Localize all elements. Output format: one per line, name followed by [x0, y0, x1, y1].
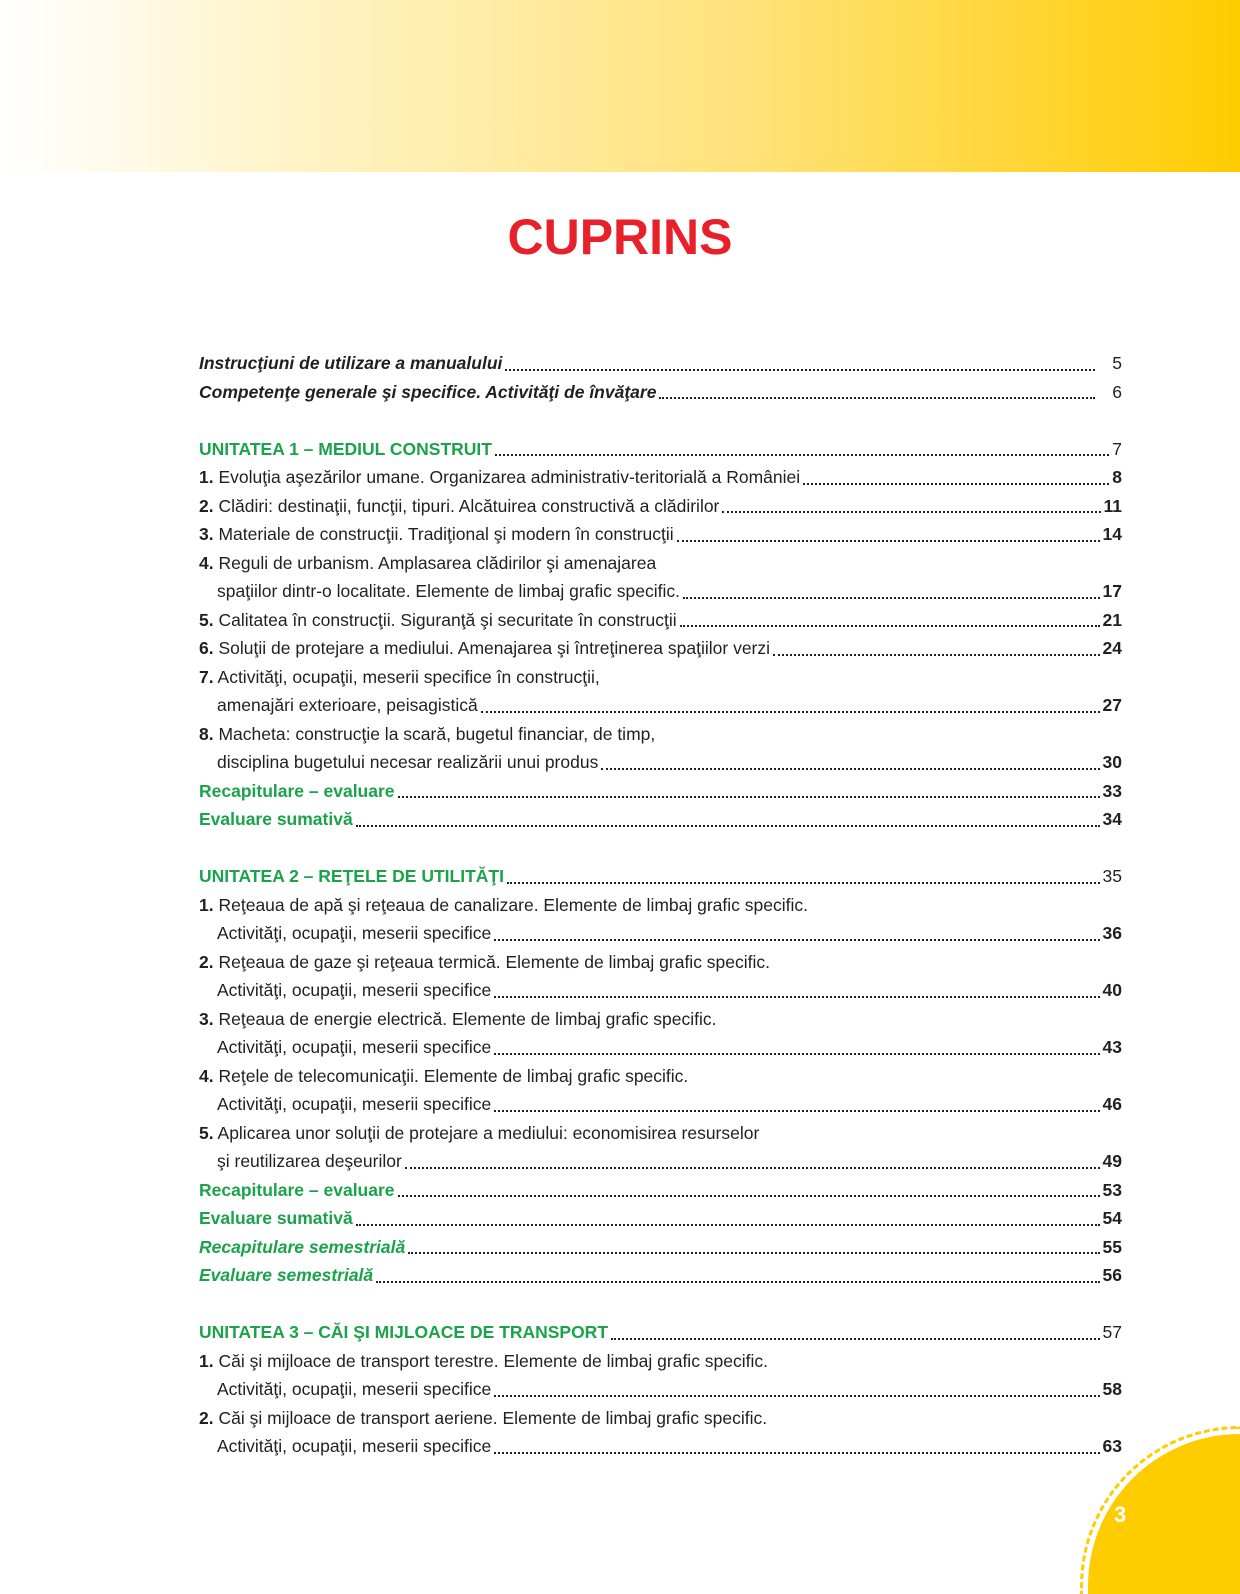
toc-entry[interactable]	[199, 520, 1122, 549]
toc-entry[interactable]	[199, 1119, 1122, 1148]
toc-entry-title	[199, 520, 674, 549]
toc-entry-page: 30	[1102, 752, 1122, 772]
toc-entry-number: 5.	[199, 1122, 214, 1143]
dot-leader	[398, 796, 1100, 798]
toc-entry-continuation[interactable]	[199, 976, 1122, 1005]
toc-entry-number: 1.	[199, 467, 214, 487]
toc-entry-continuation[interactable]	[199, 748, 1122, 777]
dot-leader	[505, 369, 1095, 371]
dot-leader	[611, 1338, 1100, 1340]
toc-entry-text: Evoluţia aşezărilor umane. Organizarea administrativ-teritorială a României	[218, 467, 801, 487]
toc-entry-number: 1.	[199, 1350, 214, 1371]
toc-entry-title	[199, 1176, 395, 1205]
toc-entry[interactable]	[199, 862, 1122, 891]
toc-entry-title	[199, 1233, 405, 1262]
toc-entry-number: 2.	[199, 1407, 214, 1428]
toc-entry-continuation[interactable]	[199, 577, 1122, 606]
toc-entry-title	[199, 1062, 688, 1091]
toc-entry-title	[199, 435, 492, 464]
toc-entry-title	[199, 1119, 759, 1148]
toc-entry-text: Reţeaua de apă şi reţeaua de canalizare. Elemente de limbaj grafic specific.	[218, 894, 808, 915]
dot-leader	[494, 996, 1099, 998]
toc-entry-page: 56	[1102, 1265, 1122, 1285]
toc-entry-text: Evaluare semestrială	[199, 1265, 374, 1285]
dot-leader	[398, 1195, 1100, 1197]
dot-leader	[494, 1395, 1099, 1397]
dot-leader	[722, 511, 1100, 513]
toc-entry-text-line2: disciplina bugetului necesar realizării unui produs	[217, 752, 599, 772]
toc-entry[interactable]	[199, 1062, 1122, 1091]
toc-entry[interactable]	[199, 378, 1122, 407]
toc-entry[interactable]	[199, 492, 1122, 521]
section-spacer	[199, 1290, 1122, 1319]
toc-entry-number: 4.	[199, 1065, 214, 1086]
toc-entry-page: 24	[1102, 638, 1122, 658]
toc-entry-text: UNITATEA 2 – REŢELE DE UTILITĂŢI	[199, 866, 504, 886]
toc-entry-text: Căi şi mijloace de transport terestre. Elemente de limbaj grafic specific.	[218, 1350, 769, 1371]
section-spacer	[199, 406, 1122, 435]
toc-entry[interactable]	[199, 634, 1122, 663]
toc-entry-text-line2: Activităţi, ocupaţii, meserii specifice	[217, 1094, 492, 1114]
toc-entry-text-line2: spaţiilor dintr-o localitate. Elemente de limbaj grafic specific.	[217, 581, 680, 601]
toc-entry-text-line2: Activităţi, ocupaţii, meserii specifice	[217, 1037, 492, 1057]
toc-entry-title	[199, 663, 600, 692]
dot-leader	[494, 1110, 1099, 1112]
toc-entry-text: Clădiri: destinaţii, funcţii, tipuri. Alcătuirea constructivă a clădirilor	[218, 495, 720, 516]
toc-entry-title	[199, 1318, 608, 1347]
dot-leader	[494, 939, 1099, 941]
toc-entry[interactable]	[199, 1261, 1122, 1290]
toc-entry-number: 4.	[199, 552, 214, 573]
dot-leader	[495, 454, 1109, 456]
toc-entry-title	[199, 463, 800, 492]
toc-entry-text: Reţele de telecomunicaţii. Elemente de limbaj grafic specific.	[218, 1065, 689, 1086]
dot-leader	[683, 597, 1100, 599]
toc-entry-title	[199, 720, 655, 749]
toc-entry-number: 7.	[199, 666, 214, 687]
toc-entry-continuation[interactable]	[199, 1432, 1122, 1461]
toc-entry[interactable]	[199, 891, 1122, 920]
toc-entry-page: 40	[1102, 980, 1122, 1000]
dot-leader	[405, 1167, 1100, 1169]
toc-entry-page: 11	[1103, 495, 1122, 516]
toc-entry-title	[199, 606, 677, 635]
toc-entry-page: 63	[1102, 1436, 1122, 1456]
toc-entry-text: Calitatea în construcţii. Siguranţă şi securitate în construcţii	[218, 609, 677, 630]
dot-leader	[677, 540, 1100, 542]
toc-entry-page: 55	[1102, 1236, 1122, 1257]
toc-entry-number: 2.	[199, 951, 214, 972]
toc-entry-text: Recapitulare semestrială	[199, 1236, 406, 1257]
toc-entry[interactable]	[199, 805, 1122, 834]
toc-entry-number: 8.	[199, 723, 214, 744]
dot-leader	[408, 1252, 1099, 1254]
toc-entry-title	[199, 1261, 373, 1290]
toc-entry-title	[199, 1347, 768, 1376]
toc-entry-text: Competenţe generale şi specifice. Activităţi de învăţare	[199, 381, 657, 402]
toc-entry-text: Soluţii de protejare a mediului. Amenajarea şi întreţinerea spaţiilor verzi	[218, 638, 771, 658]
toc-entry-title	[199, 349, 502, 378]
toc-entry-text-line2: Activităţi, ocupaţii, meserii specifice	[217, 980, 492, 1000]
toc-entry-title	[199, 1404, 767, 1433]
dot-leader	[680, 625, 1100, 627]
toc-entry-page: 49	[1102, 1151, 1122, 1171]
toc-entry-text: UNITATEA 3 – CĂI ŞI MIJLOACE DE TRANSPORT	[199, 1322, 609, 1342]
toc-entry[interactable]	[199, 463, 1122, 492]
dot-leader	[507, 882, 1100, 884]
toc-entry-number: 6.	[199, 638, 214, 658]
toc-entry-page: 6	[1112, 381, 1122, 402]
toc-entry-text: Materiale de construcţii. Tradiţional şi modern în construcţii	[218, 524, 674, 544]
toc-entry-text: Aplicarea unor soluţii de protejare a mediului: economisirea resurselor	[217, 1122, 760, 1143]
toc-entry-text: Macheta: construcţie la scară, bugetul financiar, de timp,	[218, 723, 656, 744]
toc-entry-text-line2: Activităţi, ocupaţii, meserii specifice	[217, 923, 492, 943]
toc-entry-page: 57	[1102, 1322, 1122, 1342]
toc-entry-title	[199, 634, 770, 663]
toc-entry[interactable]	[199, 948, 1122, 977]
dot-leader	[494, 1053, 1099, 1055]
toc-entry-page: 33	[1102, 780, 1122, 801]
toc-entry[interactable]	[199, 1404, 1122, 1433]
toc-entry-title	[199, 1204, 353, 1233]
toc-entry-continuation[interactable]	[199, 1033, 1122, 1062]
dot-leader	[803, 483, 1109, 485]
toc-entry-title	[199, 378, 656, 407]
toc-entry-number: 1.	[199, 894, 214, 915]
toc-entry-text: Recapitulare – evaluare	[199, 780, 395, 801]
toc-entry-page: 34	[1102, 809, 1122, 829]
toc-entry[interactable]	[199, 777, 1122, 806]
toc-entry-text-line2: şi reutilizarea deşeurilor	[217, 1151, 402, 1171]
dot-leader	[659, 397, 1095, 399]
toc-entry-text-line2: Activităţi, ocupaţii, meserii specifice	[217, 1436, 492, 1456]
toc-entry-continuation[interactable]	[199, 919, 1122, 948]
toc-entry[interactable]	[199, 549, 1122, 578]
toc-entry-continuation[interactable]	[199, 1090, 1122, 1119]
dot-leader	[773, 654, 1100, 656]
toc-entry-text: Reţeaua de gaze şi reţeaua termică. Elemente de limbaj grafic specific.	[218, 951, 771, 972]
toc-entry-title	[199, 1005, 717, 1034]
toc-entry-text: Activităţi, ocupaţii, meserii specifice în construcţii,	[217, 666, 600, 687]
toc-entry-page: 35	[1102, 866, 1122, 886]
dot-leader	[356, 825, 1100, 827]
page-number: 3	[1114, 1502, 1127, 1527]
toc-entry-continuation[interactable]	[199, 1147, 1122, 1176]
toc-entry-text-line2: Activităţi, ocupaţii, meserii specifice	[217, 1379, 492, 1399]
toc-entry-text: Căi şi mijloace de transport aeriene. Elemente de limbaj grafic specific.	[218, 1407, 768, 1428]
toc-entry-page: 54	[1102, 1208, 1122, 1228]
toc-entry[interactable]	[199, 606, 1122, 635]
header-gradient-band	[0, 0, 1240, 172]
toc-entry-page: 27	[1102, 695, 1122, 715]
page-title: CUPRINS	[507, 209, 733, 265]
toc-entry-page: 17	[1102, 581, 1122, 601]
toc-entry-page: 58	[1102, 1379, 1122, 1399]
toc-entry-title	[199, 891, 808, 920]
toc-entry-page: 43	[1102, 1037, 1122, 1057]
toc-entry-text: Reguli de urbanism. Amplasarea clădirilor şi amenajarea	[218, 552, 657, 573]
toc-entry-page: 5	[1112, 353, 1122, 373]
toc-entry-page: 53	[1102, 1179, 1122, 1200]
toc-entry-continuation[interactable]	[199, 691, 1122, 720]
section-spacer	[199, 834, 1122, 863]
toc-entry[interactable]	[199, 349, 1122, 378]
toc-entry-text: UNITATEA 1 – MEDIUL CONSTRUIT	[199, 438, 492, 459]
toc-entry-title	[199, 549, 656, 578]
toc-entry-text-line2: amenajări exterioare, peisagistică	[217, 695, 478, 715]
toc-entry-page: 46	[1102, 1094, 1122, 1114]
dot-leader	[376, 1281, 1099, 1283]
toc-entry-page: 21	[1102, 609, 1122, 630]
toc-entry[interactable]	[199, 1233, 1122, 1262]
toc-entry-text: Recapitulare – evaluare	[199, 1179, 395, 1200]
toc-entry-text: Reţeaua de energie electrică. Elemente de limbaj grafic specific.	[218, 1008, 717, 1029]
table-of-contents	[199, 349, 1122, 1461]
toc-entry-title	[199, 492, 719, 521]
toc-entry-title	[199, 862, 504, 891]
toc-entry-page: 36	[1102, 923, 1122, 943]
toc-entry[interactable]	[199, 1318, 1122, 1347]
toc-entry-page: 14	[1102, 524, 1122, 544]
toc-entry-title	[199, 948, 770, 977]
toc-entry-page: 8	[1112, 467, 1122, 487]
toc-entry-text: Evaluare sumativă	[199, 1208, 353, 1228]
toc-entry[interactable]	[199, 1005, 1122, 1034]
toc-entry[interactable]	[199, 1176, 1122, 1205]
dot-leader	[601, 768, 1099, 770]
toc-entry-title	[199, 777, 395, 806]
toc-entry-text: Evaluare sumativă	[199, 809, 353, 829]
toc-entry[interactable]	[199, 435, 1122, 464]
toc-entry-number: 5.	[199, 609, 214, 630]
toc-entry[interactable]	[199, 1204, 1122, 1233]
toc-entry-number: 3.	[199, 1008, 214, 1029]
toc-entry-continuation[interactable]	[199, 1375, 1122, 1404]
toc-entry-title	[199, 805, 353, 834]
toc-entry-text: Instrucţiuni de utilizare a manualului	[199, 353, 503, 373]
toc-entry[interactable]	[199, 720, 1122, 749]
toc-entry[interactable]	[199, 663, 1122, 692]
dot-leader	[481, 711, 1100, 713]
dot-leader	[494, 1452, 1099, 1454]
toc-entry-number: 2.	[199, 495, 214, 516]
toc-entry[interactable]	[199, 1347, 1122, 1376]
dot-leader	[356, 1224, 1100, 1226]
toc-entry-page: 7	[1112, 438, 1122, 459]
toc-entry-number: 3.	[199, 524, 214, 544]
